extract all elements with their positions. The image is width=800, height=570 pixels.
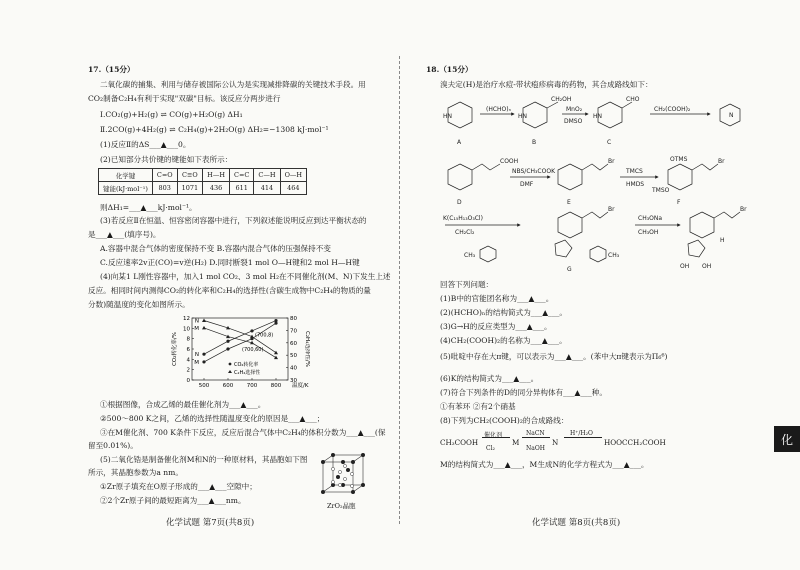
q18-part1: (1)B中的官能团名称为___▲___。 xyxy=(440,294,554,303)
data-point xyxy=(202,326,206,330)
q17-part2: (2)已知部分共价键的键能如下表所示： xyxy=(100,155,233,164)
reagent-dmf: DMF xyxy=(520,181,534,188)
reagent-dmso: DMSO xyxy=(564,118,583,125)
y-right-axis-label: C₂H₄选择性/% xyxy=(304,331,310,367)
q17-part4: 分数)随温度的变化如图所示。 xyxy=(88,300,190,309)
conversion-selectivity-chart xyxy=(170,312,310,397)
reagent-mno2: MnO₂ xyxy=(566,106,583,113)
reagent-hmds: HMDS xyxy=(626,181,645,188)
q18-heading: 18.（15分） xyxy=(426,65,473,74)
series-label: M xyxy=(194,359,199,366)
synthesis-route-scheme xyxy=(440,92,790,272)
data-point xyxy=(202,353,205,356)
data-point xyxy=(274,319,277,322)
route-n: N xyxy=(552,438,559,447)
data-point xyxy=(226,340,229,343)
y-left-tick-label: 12 xyxy=(183,316,190,322)
reagent-hcho: (HCHO)ₙ xyxy=(486,106,512,113)
malonic-acid-route xyxy=(440,430,720,454)
route-step1-bottom: Cl₂ xyxy=(486,445,495,452)
q17-heading: 17.（15分） xyxy=(88,65,135,74)
x-axis-label: 温度/K xyxy=(292,383,309,389)
y-right-tick-label: 50 xyxy=(290,353,297,360)
table-cell: 436 xyxy=(203,182,230,195)
table-header: C=O xyxy=(152,169,177,182)
footer-right: 化学试题 第8页(共8页) xyxy=(532,518,621,528)
y-left-axis-label: CO₂转化率/% xyxy=(172,332,178,366)
y-right-tick-label: 40 xyxy=(290,365,297,372)
y-left-tick-label: 2 xyxy=(186,367,190,374)
y-left-tick-label: 0 xyxy=(186,378,190,384)
q18-part6: (6)K的结构简式为___▲___。 xyxy=(440,374,539,383)
route-arrow xyxy=(522,437,550,438)
reagent-k: K(C₁₅H₁₃O₃Cl) xyxy=(443,215,483,222)
data-point xyxy=(226,347,229,350)
f-otms: OTMS xyxy=(670,156,688,163)
data-point xyxy=(250,329,253,332)
x-tick-label: 800 xyxy=(270,383,282,389)
d-group: COOH xyxy=(500,158,519,165)
annotation: (700,60) xyxy=(242,346,264,353)
label-c: C xyxy=(607,139,612,146)
data-point xyxy=(202,318,206,322)
reagent-ch3oh: CH₃OH xyxy=(638,229,659,236)
q18-part7-conditions: ①有苯环 ②有2个硝基 xyxy=(440,402,516,411)
table-header: C≡O xyxy=(177,169,203,182)
q17-part3: (3)若反应Ⅱ在恒温、恒容密闭容器中进行，下列叙述能说明反应到达平衡状态的 xyxy=(100,216,367,225)
footer-left: 化学试题 第7页(共8页) xyxy=(166,518,255,528)
q17-part5: 所示，其晶胞参数为a nm。 xyxy=(88,468,183,477)
q18-part8-answer: M的结构简式为___▲___，M生成N的化学方程式为___▲___。 xyxy=(440,460,649,469)
table-cell: 1071 xyxy=(177,182,203,195)
label-e: E xyxy=(567,199,571,206)
y-right-tick-label: 70 xyxy=(290,328,297,335)
q17-part5-sub2: ②2个Zr原子间的最短距离为___▲___nm。 xyxy=(100,496,246,505)
label-f: F xyxy=(677,199,681,206)
route-arrow xyxy=(482,437,510,438)
q17-part2-answer: 则ΔH₁=___▲___kJ·mol⁻¹。 xyxy=(100,203,197,212)
x-tick-label: 700 xyxy=(246,383,258,389)
q17-part4: 反应。相同时间内测得CO₂的转化率和C₂H₄的选择性(含碳生成物中C₂H₄的物质的量 xyxy=(88,286,371,295)
q17-text: 二氧化碳的捕集、利用与储存被国际公认为是实现减排降碳的关键技术手段。用 xyxy=(100,80,366,89)
q17-part4: (4)向某1 L刚性容器中，加入1 mol CO₂、3 mol H₂在不同催化剂(M、N)下发生上述 xyxy=(100,272,391,281)
route-step3-top: H⁺/H₂O xyxy=(570,430,593,437)
q17-part1: (1)反应Ⅱ的ΔS___▲___0。 xyxy=(100,140,191,149)
q18-part5: (5)吡啶中存在大π键，可以表示为___▲___。(苯中大π键表示为Π₆⁶) xyxy=(440,352,668,361)
atom-n: N xyxy=(729,112,734,119)
q18-part3: (3)G→H的反应类型为___▲___。 xyxy=(440,322,552,331)
h-oh: OH xyxy=(680,263,690,270)
data-point xyxy=(274,351,278,355)
h-br: Br xyxy=(740,206,747,213)
route-product: HOOCCH₂COOH xyxy=(604,438,666,447)
q18-intro: 溴夫定(H)是治疗水痘-带状疱疹病毒的药物，其合成路线如下： xyxy=(440,80,653,89)
q17-sub3: ③在M催化剂、700 K条件下反应，反应后混合气体中C₂H₄的体积分数为___▲___(保 xyxy=(100,428,386,437)
option-cd: C.反应速率2v正(CO)=v逆(H₂) D.同时断裂1 mol O—H键和2 mol H—H键 xyxy=(100,258,360,267)
b-group: CH₂OH xyxy=(551,96,572,103)
y-left-tick-label: 8 xyxy=(186,336,190,343)
atom-hn: HN xyxy=(443,113,452,120)
atom-hn: HN xyxy=(593,113,602,120)
legend-entry: CO₂转化率 xyxy=(234,362,259,368)
label-b: B xyxy=(532,139,537,146)
reagent-tmcs: TMCS xyxy=(626,168,643,175)
y-right-tick-label: 80 xyxy=(290,316,297,322)
x-tick-label: 500 xyxy=(198,383,210,389)
reagent-nbs: NBS/CH₃COOK xyxy=(512,168,556,175)
q17-text: CO₂制备C₂H₄有利于实现"双碳"目标。该反应分两步进行 xyxy=(88,94,281,103)
f-group: Br xyxy=(718,158,725,165)
reaction-2: Ⅱ.2CO(g)+4H₂(g) ⇌ C₂H₄(g)+2H₂O(g) ΔH₂=−1308 kJ·mol⁻¹ xyxy=(100,125,329,134)
route-start: CH₃COOH xyxy=(440,438,479,447)
reagent-ch2cl2: CH₂Cl₂ xyxy=(455,229,475,236)
q18-prompt: 回答下列问题： xyxy=(440,280,494,289)
route-step2-bottom: NaOH xyxy=(526,445,545,452)
zro2-unit-cell-diagram xyxy=(318,452,368,500)
series-line xyxy=(204,323,276,362)
table-cell: 803 xyxy=(152,182,177,195)
q18-part8: (8)下列为CH₂(COOH)₂的合成路线： xyxy=(440,416,569,425)
table-header: O—H xyxy=(280,169,307,182)
series-label: N xyxy=(194,352,199,359)
g-methyl: CH₃ xyxy=(608,252,620,259)
c-group: CHO xyxy=(626,96,640,103)
reagent-malonic: CH₂(COOH)₂ xyxy=(654,106,691,113)
route-step2-top: NaCN xyxy=(526,430,545,437)
q17-sub1: ①根据图像，合成乙烯的最佳催化剂为___▲___。 xyxy=(100,400,266,409)
table-header: C—H xyxy=(254,169,280,182)
legend-marker xyxy=(229,363,232,366)
y-right-tick-label: 30 xyxy=(290,378,297,384)
page-right xyxy=(400,0,800,570)
annotation: (700,8) xyxy=(255,332,274,339)
q17-part5: (5)二氧化锆是制备催化剂M和N的一种原材料，其晶胞如下图 xyxy=(100,455,308,464)
q17-sub2: ②500～800 K之间，乙烯的选择性随温度变化的原因是___▲___； xyxy=(100,414,325,423)
table-header: C=C xyxy=(230,169,254,182)
x-tick-label: 600 xyxy=(222,383,234,389)
q17-sub3: 留至0.01%)。 xyxy=(88,441,138,450)
label-h: H xyxy=(720,237,725,244)
table-cell: 611 xyxy=(230,182,254,195)
y-right-tick-label: 60 xyxy=(290,340,297,347)
reagent-ch3ona: CH₃ONa xyxy=(638,215,662,222)
q18-part4: (4)CH₂(COOH)₂的名称为___▲___。 xyxy=(440,336,567,345)
legend-marker xyxy=(228,370,232,373)
legend-entry: C₂H₄选择性 xyxy=(234,370,261,376)
table-cell: 464 xyxy=(280,182,307,195)
label-d: D xyxy=(457,199,462,206)
subject-tab: 化 xyxy=(774,426,800,452)
route-m: M xyxy=(512,438,520,447)
series-label: M xyxy=(194,325,199,332)
q17-part3: 是___▲___(填序号)。 xyxy=(88,230,161,239)
table-cell: 414 xyxy=(254,182,280,195)
g-methyl: CH₃ xyxy=(464,252,476,259)
h-oh: OH xyxy=(702,263,712,270)
label-a: A xyxy=(457,139,462,146)
e-group: Br xyxy=(608,158,615,165)
q18-part2: (2)(HCHO)ₙ的结构简式为___▲___。 xyxy=(440,308,568,317)
crystal-label: ZrO₂晶胞 xyxy=(327,502,356,510)
q17-part5-sub1: ①Zr原子填充在O原子形成的___▲___空隙中； xyxy=(100,482,257,491)
route-arrow xyxy=(564,437,602,438)
atom-hn: HN xyxy=(518,113,527,120)
data-point xyxy=(202,360,205,363)
bond-energy-table xyxy=(98,168,307,195)
f-tmso: TMSO xyxy=(652,187,670,194)
q18-part7: (7)符合下列条件的D的同分异构体有___▲___种。 xyxy=(440,388,607,397)
g-br: Br xyxy=(608,206,615,213)
table-row-label: 键能(kJ·mol⁻¹) xyxy=(99,182,153,195)
table-header: H—H xyxy=(203,169,230,182)
y-left-tick-label: 6 xyxy=(186,347,190,353)
data-point xyxy=(274,356,278,360)
series-label: N xyxy=(194,318,199,325)
y-left-tick-label: 10 xyxy=(183,326,190,333)
table-header: 化学键 xyxy=(99,169,153,182)
y-left-tick-label: 4 xyxy=(186,357,190,364)
label-g: G xyxy=(567,266,572,272)
option-ab: A.容器中混合气体的密度保持不变 B.容器内混合气体的压强保持不变 xyxy=(100,244,331,253)
reaction-1: Ⅰ.CO₂(g)+H₂(g) ⇌ CO(g)+H₂O(g) ΔH₁ xyxy=(100,110,243,119)
route-step1-top: 催化剂 xyxy=(484,432,503,439)
